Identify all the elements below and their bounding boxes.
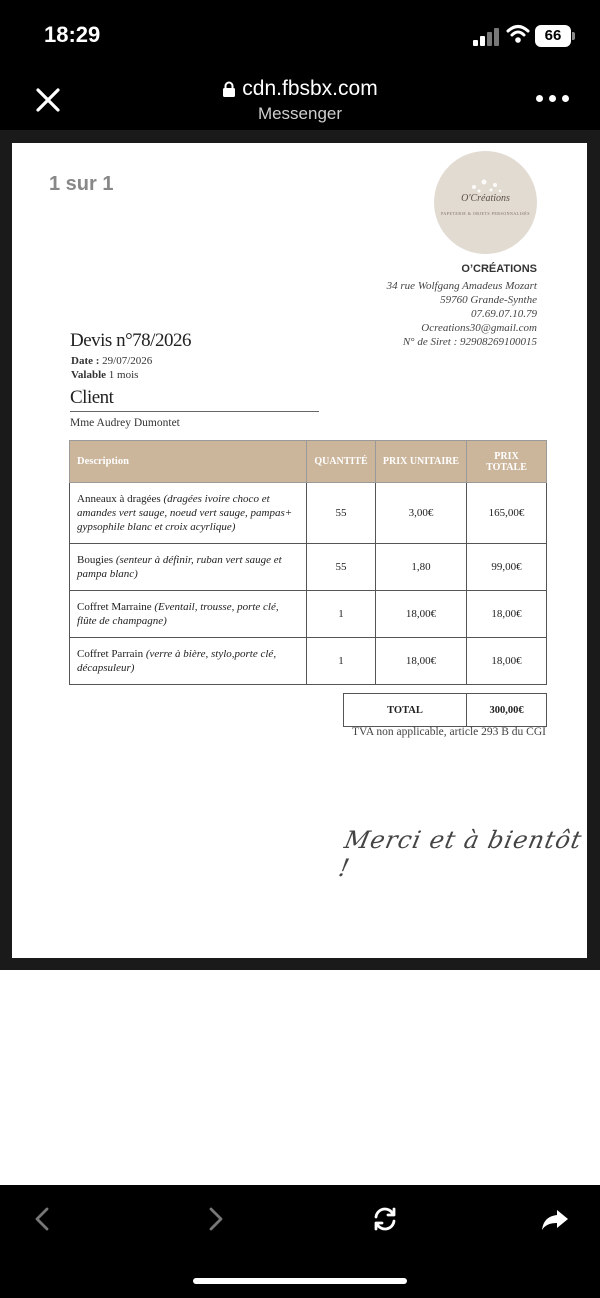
company-logo <box>434 151 537 254</box>
row-quantity: 55 <box>307 483 376 544</box>
battery-tip <box>572 32 575 40</box>
url-box[interactable] <box>180 76 420 124</box>
header-description: Description <box>70 441 307 483</box>
row-unit-price: 18,00€ <box>376 591 467 638</box>
share-icon[interactable] <box>540 1204 570 1234</box>
page-count: 1 sur 1 <box>49 173 114 195</box>
url-subtitle: Messenger <box>257 104 343 123</box>
row-quantity: 1 <box>307 638 376 685</box>
item-name: Coffret Parrain <box>77 648 144 660</box>
item-detail: (dragées ivoire choco et amandes vert sauge, noeud vert sauge, pampas+ gypsophile blanc et croix acyrlique) <box>77 493 293 533</box>
top-bar <box>0 0 600 130</box>
battery-indicator: 66 <box>535 25 571 47</box>
lock-icon <box>222 81 236 98</box>
total-label: TOTAL <box>344 694 467 727</box>
logo-tagline: PAPETERIE & OBJETS PERSONNALISÉS <box>441 211 530 216</box>
item-detail: (verre à bière, stylo,porte clé, décapsuleur) <box>77 648 277 674</box>
header-quantity: QUANTITÉ <box>307 441 376 483</box>
item-name: Bougies <box>77 554 114 566</box>
home-indicator <box>193 1278 407 1284</box>
total-table <box>343 693 547 727</box>
company-phone: 07.69.07.10.79 <box>471 308 537 320</box>
row-quantity: 55 <box>307 544 376 591</box>
row-quantity: 1 <box>307 591 376 638</box>
company-address-1: 34 rue Wolfgang Amadeus Mozart <box>386 280 537 292</box>
row-unit-price: 1,80 <box>376 544 467 591</box>
table-row <box>70 483 547 544</box>
row-description <box>70 544 307 591</box>
header-unit-price: PRIX UNITAIRE <box>376 441 467 483</box>
logo-name: O'Créations <box>461 193 510 204</box>
row-total: 18,00€ <box>467 638 547 685</box>
item-name: Coffret Marraine <box>77 601 152 613</box>
reload-icon[interactable] <box>370 1204 400 1234</box>
header-total-price: PRIX TOTALE <box>467 441 547 483</box>
chevron-right-icon[interactable] <box>200 1204 230 1234</box>
row-unit-price: 3,00€ <box>376 483 467 544</box>
table-row <box>70 544 547 591</box>
date-value: 29/07/2026 <box>102 355 153 367</box>
row-description <box>70 591 307 638</box>
more-icon[interactable] <box>536 93 570 105</box>
item-name: Anneaux à dragées <box>77 493 161 505</box>
company-siret: N° de Siret : 92908269100015 <box>402 336 537 348</box>
wifi-icon <box>506 24 530 44</box>
status-bar <box>0 0 600 70</box>
document-page <box>12 143 587 958</box>
quote-title: Devis n°78/2026 <box>70 330 191 351</box>
table-header-row <box>70 441 547 483</box>
row-description <box>70 483 307 544</box>
total-value: 300,00€ <box>467 694 547 727</box>
row-total: 165,00€ <box>467 483 547 544</box>
row-description <box>70 638 307 685</box>
signal-icon <box>473 28 501 46</box>
client-divider <box>70 411 319 412</box>
item-detail: (senteur à définir, ruban vert sauge et pampa blanc) <box>77 554 282 580</box>
bottom-toolbar <box>0 1185 600 1298</box>
tva-note: TVA non applicable, article 293 B du CGI <box>352 726 546 738</box>
row-unit-price: 18,00€ <box>376 638 467 685</box>
table-row <box>70 591 547 638</box>
validity-value: 1 mois <box>108 369 139 381</box>
status-time: 18:29 <box>44 22 101 47</box>
row-total: 99,00€ <box>467 544 547 591</box>
date-label: Date : <box>71 355 103 367</box>
close-icon[interactable] <box>34 86 62 114</box>
company-info <box>387 263 537 349</box>
chevron-left-icon[interactable] <box>28 1204 58 1234</box>
client-heading: Client <box>70 387 114 408</box>
company-address-2: 59760 Grande-Synthe <box>440 294 537 306</box>
item-detail: (Eventail, trousse, porte clé, flûte de champagne) <box>77 601 279 627</box>
company-email: Ocreations30@gmail.com <box>421 322 537 334</box>
client-name: Mme Audrey Dumontet <box>70 417 180 429</box>
validity-label: Valable <box>71 369 109 381</box>
row-total: 18,00€ <box>467 591 547 638</box>
items-table <box>69 440 547 685</box>
table-row <box>70 638 547 685</box>
url-text: cdn.fbsbx.com <box>242 77 378 100</box>
company-name: O’CRÉATIONS <box>461 263 537 275</box>
quote-meta <box>71 354 152 382</box>
signature-text: Merci et à bientôt ! <box>336 826 585 882</box>
